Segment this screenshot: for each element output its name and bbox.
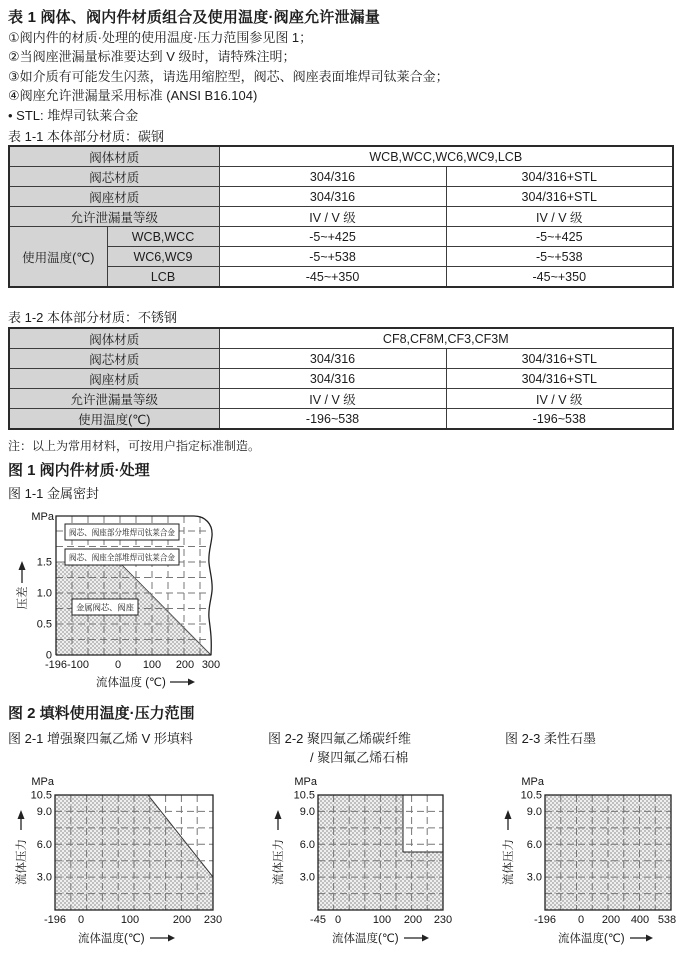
y-tick: 10.5 [520, 789, 542, 802]
figure-2-2-caption [268, 729, 411, 767]
x-axis-label: 流体温度(℃) [332, 933, 399, 945]
notes-block [8, 28, 449, 125]
value-cell: 304/316+STL [446, 187, 673, 207]
x-axis-label: 流体温度(℃) [558, 933, 625, 945]
chart-fig-2-3 [496, 770, 680, 956]
table-row [9, 187, 673, 207]
x-tick: 100 [142, 659, 162, 671]
annotation-label-1: 阀芯、阀座部分堆焊司钛莱合金 [69, 527, 176, 538]
y-axis-label: 流体压力 [273, 839, 285, 885]
value-cell: CF8,CF8M,CF3,CF3M [219, 328, 673, 349]
table-row [9, 349, 673, 369]
y-tick: 10.5 [30, 789, 52, 802]
x-tick: 0 [77, 914, 85, 926]
table-row [9, 146, 673, 167]
y-axis-arrowhead-icon [18, 810, 25, 819]
y-tick: 9.0 [36, 805, 52, 818]
y-tick: 3.0 [526, 871, 542, 884]
table-1-1 [8, 145, 674, 288]
table-1-1-caption: 表 1-1 本体部分材质：碳钢 [8, 129, 165, 144]
value-cell: 304/316 [219, 349, 446, 369]
y-tick: 3.0 [299, 871, 315, 884]
value-cell: -45~+350 [446, 267, 673, 288]
x-tick: 538 [657, 914, 677, 926]
figure-1-heading: 图 1 阀内件材质·处理 [8, 462, 150, 479]
x-tick: 200 [403, 914, 423, 926]
value-cell: -5~+538 [219, 247, 446, 267]
figure-2-heading: 图 2 填料使用温度·压力范围 [8, 705, 195, 722]
table-1-2 [8, 327, 674, 430]
figure-2-3-caption: 图 2-3 柔性石墨 [505, 731, 597, 746]
y-tick: 6.0 [526, 838, 542, 851]
value-cell: 304/316 [219, 167, 446, 187]
x-tick: -196 [43, 914, 67, 926]
table-row [9, 247, 673, 267]
y-tick: 1.0 [36, 587, 52, 600]
y-unit-label: MPa [521, 776, 544, 788]
value-cell: IV / V 级 [446, 207, 673, 227]
value-cell: -5~+425 [446, 227, 673, 247]
y-tick: 0 [45, 649, 52, 662]
x-tick: 200 [172, 914, 192, 926]
x-axis-arrowhead-icon [168, 935, 175, 942]
value-cell: IV / V 级 [219, 389, 446, 409]
value-cell: -196~538 [219, 409, 446, 430]
header-cell-body: 阀体材质 [9, 146, 219, 167]
value-cell: 304/316 [219, 187, 446, 207]
header-cell-grade: WC6,WC9 [107, 247, 219, 267]
note-line-1: ①阀内件的材质·处理的使用温度·压力范围参见图 1； [8, 30, 313, 45]
table-row [9, 207, 673, 227]
table-row [9, 267, 673, 288]
x-tick: 230 [203, 914, 223, 926]
note-line-stl: • STL: 堆焊司钛莱合金 [8, 107, 139, 123]
chart-fig-1-1 [8, 505, 278, 700]
value-cell: -5~+425 [219, 227, 446, 247]
note-line-2: ②当阀座泄漏量标准要达到 V 级时，请特殊注明； [8, 49, 296, 65]
table-footnote: 注：以上为常用材料，可按用户指定标准制造。 [8, 439, 261, 453]
table-row [9, 227, 673, 247]
header-cell-grade: WCB,WCC [107, 227, 219, 247]
value-cell: -5~+538 [446, 247, 673, 267]
chart-fig-2-2 [262, 770, 474, 956]
value-cell: WCB,WCC,WC6,WC9,LCB [219, 146, 673, 167]
x-axis-label: 流体温度 (℃) [96, 677, 166, 689]
value-cell: 304/316+STL [446, 349, 673, 369]
caption-line-2: / 聚四氟乙烯石棉 [310, 750, 409, 765]
y-axis-label: 流体压力 [503, 839, 515, 885]
table-row [9, 369, 673, 389]
y-tick: 6.0 [36, 838, 52, 851]
x-axis-label: 流体温度(℃) [78, 933, 145, 945]
y-unit-label: MPa [31, 511, 54, 523]
header-cell-plug: 阀芯材质 [9, 349, 219, 369]
x-axis-arrowhead-icon [422, 935, 429, 942]
y-unit-label: MPa [294, 776, 317, 788]
x-tick: -196 [44, 659, 68, 671]
x-tick: 100 [120, 914, 140, 926]
y-axis-label: 流体压力 [16, 839, 28, 885]
header-cell-leak: 允许泄漏量等级 [9, 207, 219, 227]
value-cell: 304/316+STL [446, 167, 673, 187]
y-axis-arrowhead-icon [275, 810, 282, 819]
y-tick: 9.0 [299, 805, 315, 818]
value-cell: IV / V 级 [446, 389, 673, 409]
value-cell: -45~+350 [219, 267, 446, 288]
x-tick: 0 [334, 914, 342, 926]
x-tick: 400 [630, 914, 650, 926]
header-cell-leak: 允许泄漏量等级 [9, 389, 219, 409]
table-row [9, 328, 673, 349]
y-tick: 0.5 [36, 618, 52, 631]
chart-fig-2-1 [8, 770, 236, 956]
figure-1-1-caption: 图 1-1 金属密封 [8, 486, 100, 501]
x-tick: 300 [201, 659, 221, 671]
x-tick: 0 [114, 659, 122, 671]
page-title: 表 1 阀体、阀内件材质组合及使用温度·阀座允许泄漏量 [8, 9, 381, 26]
x-tick: 230 [433, 914, 453, 926]
y-axis-arrowhead-icon [19, 561, 26, 570]
y-tick: 10.5 [293, 789, 315, 802]
header-cell-body: 阀体材质 [9, 328, 219, 349]
value-cell: 304/316+STL [446, 369, 673, 389]
y-tick: 6.0 [299, 838, 315, 851]
table-1-2-caption: 表 1-2 本体部分材质：不锈钢 [8, 310, 178, 325]
y-axis-label: 压差 [17, 586, 29, 610]
region-label: 金属阀芯、阀座 [76, 602, 135, 613]
note-line-4: ④阀座允许泄漏量采用标准 (ANSI B16.104) [8, 88, 258, 104]
value-cell: IV / V 级 [219, 207, 446, 227]
value-cell: -196~538 [446, 409, 673, 430]
table-row [9, 409, 673, 430]
y-tick: 3.0 [36, 871, 52, 884]
y-axis-arrowhead-icon [505, 810, 512, 819]
value-cell: 304/316 [219, 369, 446, 389]
annotation-label-2: 阀芯、阀座全部堆焊司钛莱合金 [69, 552, 176, 563]
x-tick: -45 [310, 914, 326, 926]
header-cell-seat: 阀座材质 [9, 369, 219, 389]
x-tick: -100 [66, 659, 90, 671]
caption-line-1: 图 2-2 聚四氟乙烯碳纤维 [268, 731, 412, 746]
note-line-3: ③如介质有可能发生闪蒸，请选用缩腔型，阀芯、阀座表面堆焊司钛莱合金； [8, 68, 449, 84]
y-unit-label: MPa [31, 776, 54, 788]
x-axis-arrowhead-icon [188, 679, 195, 686]
header-cell-seat: 阀座材质 [9, 187, 219, 207]
x-tick: 200 [601, 914, 621, 926]
y-tick: 1.5 [36, 556, 52, 569]
header-cell-plug: 阀芯材质 [9, 167, 219, 187]
x-axis-arrowhead-icon [646, 935, 653, 942]
x-tick: 100 [372, 914, 392, 926]
header-cell-temp: 使用温度(℃) [9, 409, 219, 430]
figure-2-1-caption: 图 2-1 增强聚四氟乙烯 V 形填料 [8, 731, 193, 746]
table-row [9, 167, 673, 187]
header-cell-temp: 使用温度(℃) [9, 227, 107, 288]
x-tick: 0 [577, 914, 585, 926]
y-tick: 9.0 [526, 805, 542, 818]
header-cell-grade: LCB [107, 267, 219, 288]
table-row [9, 389, 673, 409]
x-tick: 200 [175, 659, 195, 671]
x-tick: -196 [533, 914, 557, 926]
